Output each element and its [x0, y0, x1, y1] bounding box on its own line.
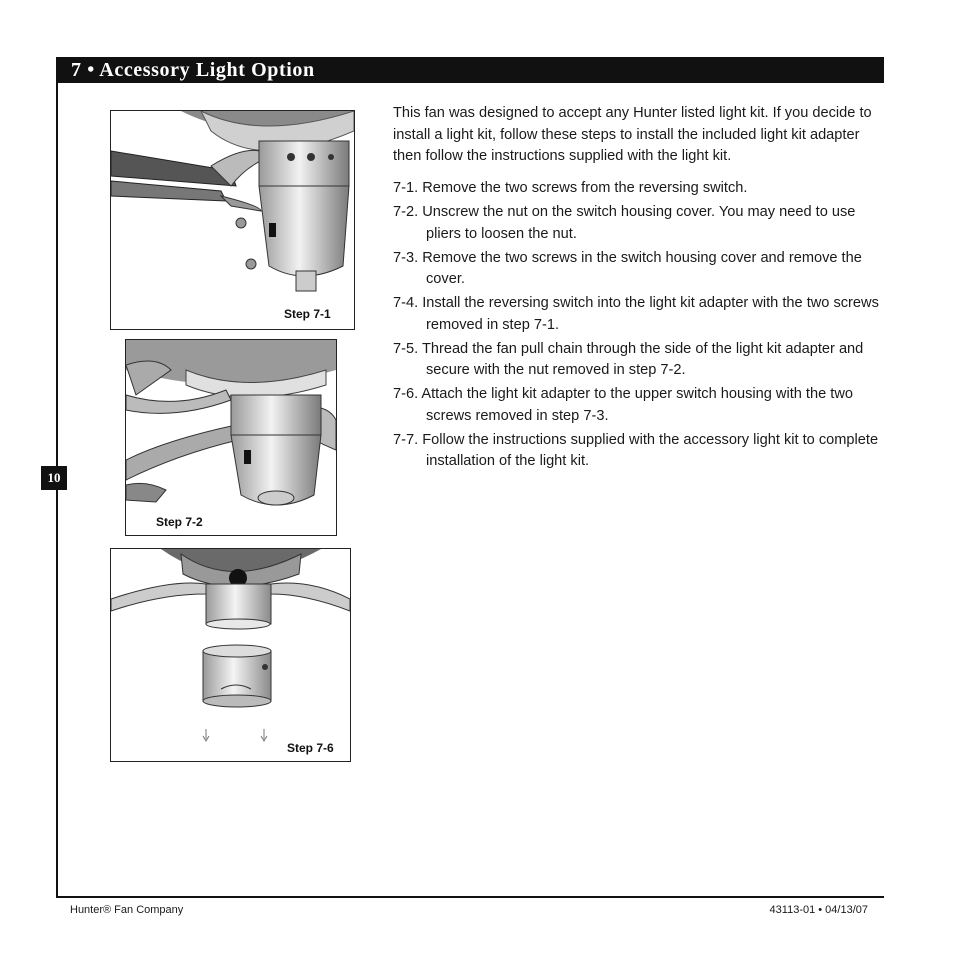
figure-step-7-2	[125, 339, 337, 536]
footer-rule	[56, 896, 884, 898]
step-item: 7-7. Follow the instructions supplied with the accessory light kit to complete installation of the light kit.	[393, 431, 879, 469]
figure-caption: Step 7-1	[284, 307, 331, 321]
step-item: 7-2. Unscrew the nut on the switch housing cover. You may need to use pliers to loosen the nut.	[393, 204, 856, 242]
figure-step-7-6	[110, 548, 351, 762]
intro-paragraph: This fan was designed to accept any Hunter listed light kit. If you decide to install a light kit, follow these steps to install the included light kit adapter then follow the instructions supplied with the light kit.	[393, 105, 872, 164]
page-number-tab: 10	[41, 466, 67, 490]
instruction-steps	[393, 178, 893, 475]
figure-step-7-1	[110, 110, 355, 330]
step-item: 7-4. Install the reversing switch into the light kit adapter with the two screws removed in step 7-1.	[393, 295, 879, 333]
figure-caption: Step 7-2	[156, 515, 203, 529]
step-item: 7-6. Attach the light kit adapter to the upper switch housing with the two screws removed in step 7-3.	[393, 386, 853, 424]
footer-company: Hunter® Fan Company	[70, 904, 184, 916]
section-title: 7 • Accessory Light Option	[71, 59, 315, 81]
light-kit-adapter-illustration	[111, 549, 350, 761]
footer-doc-id: 43113-01 • 04/13/07	[769, 904, 868, 916]
fan-switch-housing-cover-illustration	[126, 340, 336, 535]
figure-caption: Step 7-6	[287, 741, 334, 755]
step-item: 7-5. Thread the fan pull chain through the side of the light kit adapter and secure with the nut removed in step 7-2.	[393, 340, 864, 378]
step-item: 7-3. Remove the two screws in the switch housing cover and remove the cover.	[393, 249, 862, 287]
step-item: 7-1. Remove the two screws from the reversing switch.	[393, 180, 748, 196]
section-header	[57, 57, 884, 83]
fan-motor-switch-housing-illustration	[111, 111, 354, 329]
